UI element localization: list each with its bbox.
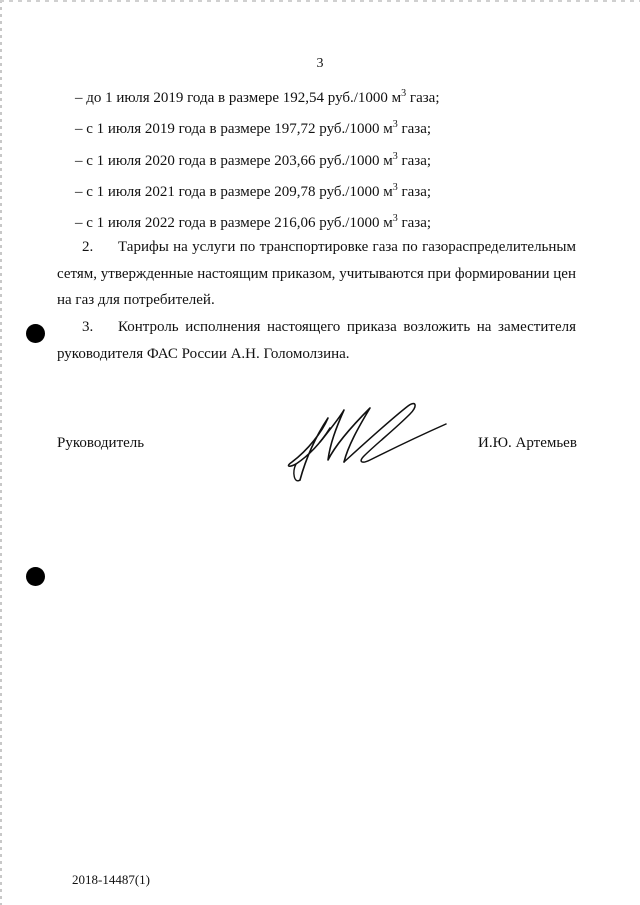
paragraph-3: [57, 314, 576, 367]
rate-line-5: – с 1 июля 2022 года в размере 216,06 руб./1000 $м^3$ газа;: [75, 213, 432, 231]
signatory-role: Руководитель: [57, 435, 145, 451]
page-number: 3: [316, 56, 324, 71]
punch-hole-bottom: [26, 567, 45, 586]
punch-hole-top: [26, 324, 45, 343]
paragraph-2: [57, 234, 576, 314]
paragraph-2-text: Тарифы на услуги по транспортировке газа по газораспределительным сетям, утвержденные настоящим приказом, учитываются при формировании цен на газ для потребителей.: [57, 239, 576, 308]
document-registration-number: 2018-14487(1): [72, 872, 150, 887]
rate-line-2: – с 1 июля 2019 года в размере 197,72 руб./1000 $м^3$ газа;: [75, 119, 432, 137]
scan-edge-top: [0, 0, 640, 2]
handwritten-signature: [278, 398, 448, 490]
rate-line-3: – с 1 июля 2020 года в размере 203,66 руб./1000 $м^3$ газа;: [75, 151, 432, 169]
paragraph-3-number: 3.: [82, 319, 94, 335]
paragraph-2-number: 2.: [82, 239, 94, 255]
rate-line-4: – с 1 июля 2021 года в размере 209,78 руб./1000 $м^3$ газа;: [75, 182, 432, 200]
signatory-name: И.Ю. Артемьев: [478, 435, 577, 451]
scan-edge-left: [0, 0, 2, 905]
paragraph-3-text: Контроль исполнения настоящего приказа возложить на заместителя руководителя ФАС России А.Н. Голомолзина.: [57, 319, 576, 362]
rate-line-1: – до 1 июля 2019 года в размере 192,54 руб./1000 $м^3$ газа;: [75, 88, 440, 106]
